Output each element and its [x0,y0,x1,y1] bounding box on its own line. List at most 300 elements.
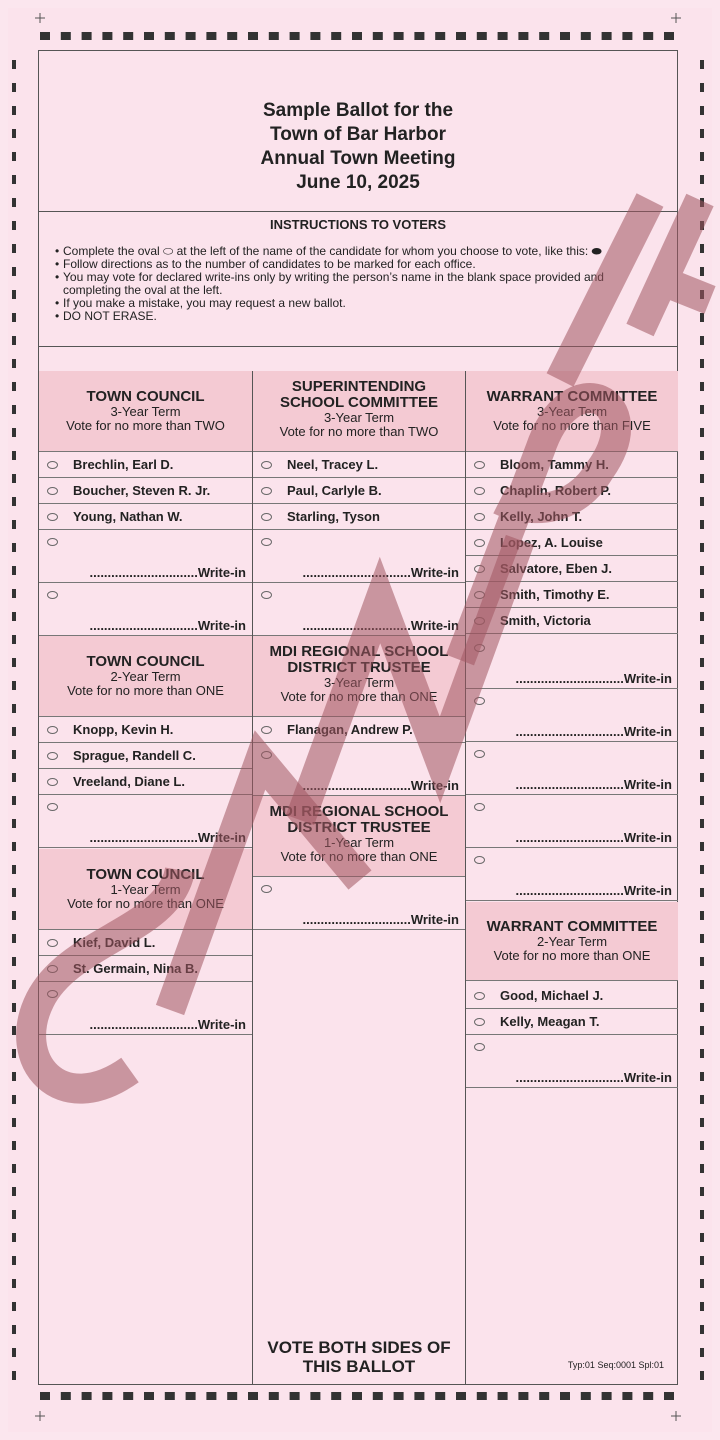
timing-mark [61,1392,71,1400]
timing-mark [12,1164,16,1173]
write-in-label: ..............................Write-in [515,777,672,792]
contest-title: MDI REGIONAL SCHOOL [269,803,449,820]
oval-icon[interactable] [474,591,485,599]
oval-icon[interactable] [474,856,485,864]
timing-mark [12,980,16,989]
candidate-row[interactable] [466,452,678,478]
timing-mark [12,175,16,184]
timing-mark [700,221,704,230]
timing-mark [700,1279,704,1288]
timing-mark [700,589,704,598]
instructions [39,211,677,347]
timing-mark [12,796,16,805]
contest-term: 3-Year Term [323,675,395,690]
timing-mark [560,32,570,40]
timing-mark [602,32,612,40]
timing-mark [700,612,704,621]
timing-mark [477,32,487,40]
timing-mark [498,32,508,40]
header-line-1: Sample Ballot for the [262,100,454,121]
timing-mark [352,32,362,40]
timing-mark [700,428,704,437]
timing-mark [12,1141,16,1150]
write-in-label: ..............................Write-in [515,724,672,739]
oval-icon[interactable] [261,751,272,759]
candidate-row[interactable] [253,452,465,478]
candidate-row[interactable] [39,717,252,743]
timing-mark [700,681,704,690]
candidate-row[interactable] [39,769,252,795]
oval-icon[interactable] [474,1018,485,1026]
timing-mark [269,1392,279,1400]
column-3 [465,371,678,1384]
oval-icon[interactable] [261,461,272,469]
contest-rule: Vote for no more than ONE [67,683,224,698]
timing-mark [12,888,16,897]
timing-mark [12,1026,16,1035]
timing-mark [394,32,404,40]
instruction-item: • You may vote for declared write-ins only by writing the person’s name in the blank space provided and completing the oval at the left. [55,271,655,297]
timing-mark [700,727,704,736]
timing-mark [82,1392,92,1400]
timing-mark [12,1187,16,1196]
timing-mark [206,1392,216,1400]
write-in-label: ..............................Write-in [89,565,246,580]
vote-notice-line: THIS BALLOT [302,1357,416,1376]
timing-mark [700,313,704,322]
contest-rule: Vote for no more than ONE [280,849,438,864]
oval-icon[interactable] [47,591,58,599]
contest-title: DISTRICT TRUSTEE [287,659,431,676]
timing-mark [12,612,16,621]
oval-icon[interactable] [474,803,485,811]
contest-town-council-2yr [39,636,252,717]
timing-mark [227,1392,237,1400]
timing-mark [373,32,383,40]
timing-mark [12,865,16,874]
timing-mark [700,750,704,759]
write-in-label: ..............................Write-in [515,830,672,845]
vote-notice-line: VOTE BOTH SIDES OF [267,1338,451,1357]
timing-mark [82,32,92,40]
timing-mark [144,32,154,40]
timing-mark [498,1392,508,1400]
timing-mark [186,1392,196,1400]
oval-icon[interactable] [47,538,58,546]
candidate-row[interactable] [466,608,678,634]
candidate-name: Sprague, Randell C. [73,748,196,763]
write-in-row[interactable] [39,982,252,1035]
oval-icon[interactable] [261,591,272,599]
timing-mark [700,1256,704,1265]
timing-mark [700,60,704,69]
timing-mark [165,1392,175,1400]
timing-mark [700,405,704,414]
oval-icon[interactable] [474,487,485,495]
timing-mark [12,129,16,138]
write-in-label: ..............................Write-in [302,912,459,927]
oval-icon[interactable] [47,752,58,760]
timing-mark [40,32,50,40]
timing-mark [539,1392,549,1400]
timing-mark [700,1141,704,1150]
oval-icon[interactable] [261,513,272,521]
candidate-row[interactable] [39,930,252,956]
oval-icon[interactable] [47,803,58,811]
timing-mark [700,911,704,920]
write-in-row[interactable] [253,877,465,930]
timing-mark [12,520,16,529]
candidate-name: Flanagan, Andrew P. [287,722,413,737]
timing-mark [581,32,591,40]
vote-both-sides-notice [253,1338,465,1376]
timing-mark [394,1392,404,1400]
timing-mark [40,1392,50,1400]
timing-mark [12,152,16,161]
timing-mark [700,934,704,943]
timing-mark [700,1371,704,1380]
timing-mark [664,1392,674,1400]
oval-icon[interactable] [261,726,272,734]
timing-mark [518,1392,528,1400]
contest-town-council-1yr [39,849,252,930]
timing-mark [123,32,133,40]
timing-mark [12,1279,16,1288]
contest-warrant-committee-3yr [466,371,678,452]
oval-icon[interactable] [47,965,58,973]
timing-mark [477,1392,487,1400]
oval-icon[interactable] [474,1043,485,1051]
timing-mark [414,1392,424,1400]
timing-mark [12,819,16,828]
timing-mark [700,497,704,506]
contest-title: MDI REGIONAL SCHOOL [269,643,449,660]
registration-mark [671,13,681,23]
timing-mark [700,1026,704,1035]
timing-mark [12,1256,16,1265]
instruction-item: • If you make a mistake, you may request a new ballot. [55,297,655,310]
timing-mark [310,1392,320,1400]
timing-mark [248,32,258,40]
timing-mark [12,1072,16,1081]
candidate-name: Boucher, Steven R. Jr. [73,483,211,498]
contest-title: TOWN COUNCIL [86,653,205,670]
oval-icon[interactable] [47,513,58,521]
timing-mark [700,1233,704,1242]
candidate-row[interactable] [39,743,252,769]
timing-mark [12,635,16,644]
timing-mark [12,451,16,460]
timing-mark [700,1325,704,1334]
candidate-row[interactable] [39,504,252,530]
contest-rule: Vote for no more than ONE [280,689,438,704]
oval-icon[interactable] [47,726,58,734]
oval-icon[interactable] [47,990,58,998]
timing-mark [12,244,16,253]
candidate-name: Kief, David L. [73,935,156,950]
timing-mark [186,32,196,40]
timing-mark [12,198,16,207]
timing-mark [165,32,175,40]
contest-term: 3-Year Term [110,404,181,419]
timing-mark [310,32,320,40]
timing-mark [700,1302,704,1311]
header-line-4: June 10, 2025 [296,172,420,193]
candidate-row[interactable] [466,504,678,530]
contest-term: 1-Year Term [110,882,181,897]
timing-mark [700,1210,704,1219]
timing-mark [700,474,704,483]
ballot-header [39,51,677,212]
write-in-label: ..............................Write-in [515,883,672,898]
candidate-name: Kelly, John T. [500,509,583,524]
contest-school-committee [253,371,465,452]
contest-term: 3-Year Term [323,410,395,425]
oval-icon[interactable] [474,644,485,652]
timing-mark [12,336,16,345]
contest-term: 3-Year Term [536,404,608,419]
timing-mark [123,1392,133,1400]
candidate-name: Paul, Carlyle B. [287,483,382,498]
oval-icon[interactable] [47,487,58,495]
write-in-row[interactable] [253,530,465,583]
timing-mark [700,980,704,989]
timing-mark [700,1003,704,1012]
timing-mark [700,1187,704,1196]
contest-rule: Vote for no more than ONE [67,896,224,911]
timing-mark [700,842,704,851]
candidate-name: Starling, Tyson [287,509,380,524]
timing-mark [700,1348,704,1357]
ballot-frame [38,50,678,1385]
candidate-name: Vreeland, Diane L. [73,774,185,789]
write-in-label: ..............................Write-in [302,618,459,633]
timing-mark [12,290,16,299]
timing-mark [102,1392,112,1400]
timing-mark [331,1392,341,1400]
timing-mark [643,32,653,40]
candidate-row[interactable] [39,452,252,478]
candidate-row[interactable] [253,504,465,530]
header-line-3: Annual Town Meeting [260,148,456,169]
timing-mark [12,1095,16,1104]
timing-mark [700,244,704,253]
candidate-name: Good, Michael J. [500,988,604,1003]
contest-rule: Vote for no more than TWO [279,424,439,439]
write-in-row[interactable] [253,743,465,796]
timing-mark [700,819,704,828]
write-in-row[interactable] [466,848,678,901]
candidate-row[interactable] [253,717,465,743]
timing-mark [700,152,704,161]
timing-mark [12,1371,16,1380]
write-in-row[interactable] [39,583,252,636]
candidate-name: Young, Nathan W. [73,509,183,524]
write-in-row[interactable] [466,636,678,689]
timing-mark [12,405,16,414]
timing-mark [700,451,704,460]
timing-mark [700,382,704,391]
oval-icon[interactable] [47,461,58,469]
contest-town-council-3yr [39,371,252,452]
timing-mark [456,1392,466,1400]
timing-mark [206,32,216,40]
timing-mark [12,267,16,276]
timing-mark [12,1049,16,1058]
oval-icon[interactable] [474,565,485,573]
oval-icon[interactable] [474,539,485,547]
timing-mark [456,32,466,40]
timing-mark [12,543,16,552]
timing-mark [12,589,16,598]
oval-icon[interactable] [261,487,272,495]
timing-mark [700,796,704,805]
candidate-row[interactable] [466,556,678,582]
candidate-row[interactable] [466,983,678,1009]
write-in-label: ..............................Write-in [302,565,459,580]
timing-mark [12,428,16,437]
contest-warrant-committee-2yr [466,902,678,981]
candidate-name: Neel, Tracey L. [287,457,379,472]
candidate-row[interactable] [39,956,252,982]
write-in-row[interactable] [39,795,252,848]
timing-mark [700,888,704,897]
write-in-row[interactable] [466,742,678,795]
oval-icon[interactable] [474,461,485,469]
timing-mark [700,520,704,529]
timing-mark [560,1392,570,1400]
timing-mark [269,32,279,40]
contest-title: TOWN COUNCIL [86,866,205,883]
timing-mark [700,658,704,667]
timing-mark [581,1392,591,1400]
registration-mark [35,1411,45,1421]
candidate-name: Lopez, A. Louise [500,535,603,550]
write-in-row[interactable] [253,583,465,636]
timing-mark [331,32,341,40]
candidate-row[interactable] [466,478,678,504]
oval-icon[interactable] [261,885,272,893]
timing-mark [12,681,16,690]
write-in-label: ..............................Write-in [89,1017,246,1032]
timing-mark [700,704,704,713]
timing-mark [622,32,632,40]
timing-mark [700,359,704,368]
oval-icon[interactable] [474,750,485,758]
oval-icon[interactable] [474,617,485,625]
write-in-row[interactable] [466,689,678,742]
candidate-row[interactable] [253,478,465,504]
timing-mark [12,1210,16,1219]
timing-mark [12,750,16,759]
timing-mark [144,1392,154,1400]
registration-mark [35,13,45,23]
write-in-label: ..............................Write-in [89,618,246,633]
timing-mark [414,32,424,40]
candidate-name: St. Germain, Nina B. [73,961,198,976]
contest-title: TOWN COUNCIL [86,388,205,405]
timing-mark [12,1003,16,1012]
ballot-code: Typ:01 Seq:0001 Spl:01 [567,1360,664,1370]
candidate-name: Bloom, Tammy H. [500,457,609,472]
candidate-name: Knopp, Kevin H. [73,722,174,737]
timing-mark [435,1392,445,1400]
timing-mark [602,1392,612,1400]
write-in-label: ..............................Write-in [515,1070,672,1085]
timing-mark [700,1049,704,1058]
timing-mark [373,1392,383,1400]
timing-mark [12,773,16,782]
header-line-2: Town of Bar Harbor [270,124,446,145]
candidate-name: Smith, Timothy E. [500,587,610,602]
timing-mark [700,543,704,552]
timing-mark [12,106,16,115]
write-in-row[interactable] [466,1035,678,1088]
candidate-row[interactable] [466,582,678,608]
candidate-row[interactable] [39,478,252,504]
timing-mark [700,290,704,299]
contest-title: WARRANT COMMITTEE [486,918,658,935]
contest-mdi-trustee-1yr [253,796,465,877]
oval-icon[interactable] [474,697,485,705]
timing-mark [102,32,112,40]
oval-icon[interactable] [474,513,485,521]
timing-mark [700,106,704,115]
contest-title: DISTRICT TRUSTEE [287,819,431,836]
write-in-row[interactable] [39,530,252,583]
contest-title: SCHOOL COMMITTEE [279,394,439,411]
timing-mark [700,566,704,575]
contest-term: 2-Year Term [110,669,181,684]
oval-icon[interactable] [474,992,485,1000]
timing-mark [700,198,704,207]
timing-mark [664,32,674,40]
timing-mark [700,129,704,138]
timing-mark [12,497,16,506]
timing-mark [700,635,704,644]
timing-mark [61,32,71,40]
candidate-row[interactable] [466,530,678,556]
instruction-item: • DO NOT ERASE. [55,310,655,323]
instruction-item: • Complete the oval ⬭ at the left of the name of the candidate for whom you choose to vote, like this: ⬬ [55,245,655,258]
oval-icon[interactable] [261,538,272,546]
write-in-label: ..............................Write-in [302,778,459,793]
contest-mdi-trustee-3yr [253,636,465,717]
write-in-label: ..............................Write-in [89,830,246,845]
timing-mark [12,658,16,667]
timing-mark [435,32,445,40]
timing-mark [12,842,16,851]
timing-mark [700,1072,704,1081]
contest-title: SUPERINTENDING [291,378,427,395]
timing-mark [12,1118,16,1127]
oval-icon[interactable] [47,778,58,786]
timing-mark [700,1118,704,1127]
candidate-row[interactable] [466,1009,678,1035]
timing-mark [700,1164,704,1173]
timing-mark [539,32,549,40]
oval-icon[interactable] [47,939,58,947]
timing-mark [700,175,704,184]
timing-mark [12,382,16,391]
timing-mark [352,1392,362,1400]
contest-term: 2-Year Term [536,934,608,949]
write-in-row[interactable] [466,795,678,848]
write-in-label: ..............................Write-in [515,671,672,686]
timing-mark [12,60,16,69]
candidate-name: Smith, Victoria [500,613,591,628]
registration-mark [671,1411,681,1421]
